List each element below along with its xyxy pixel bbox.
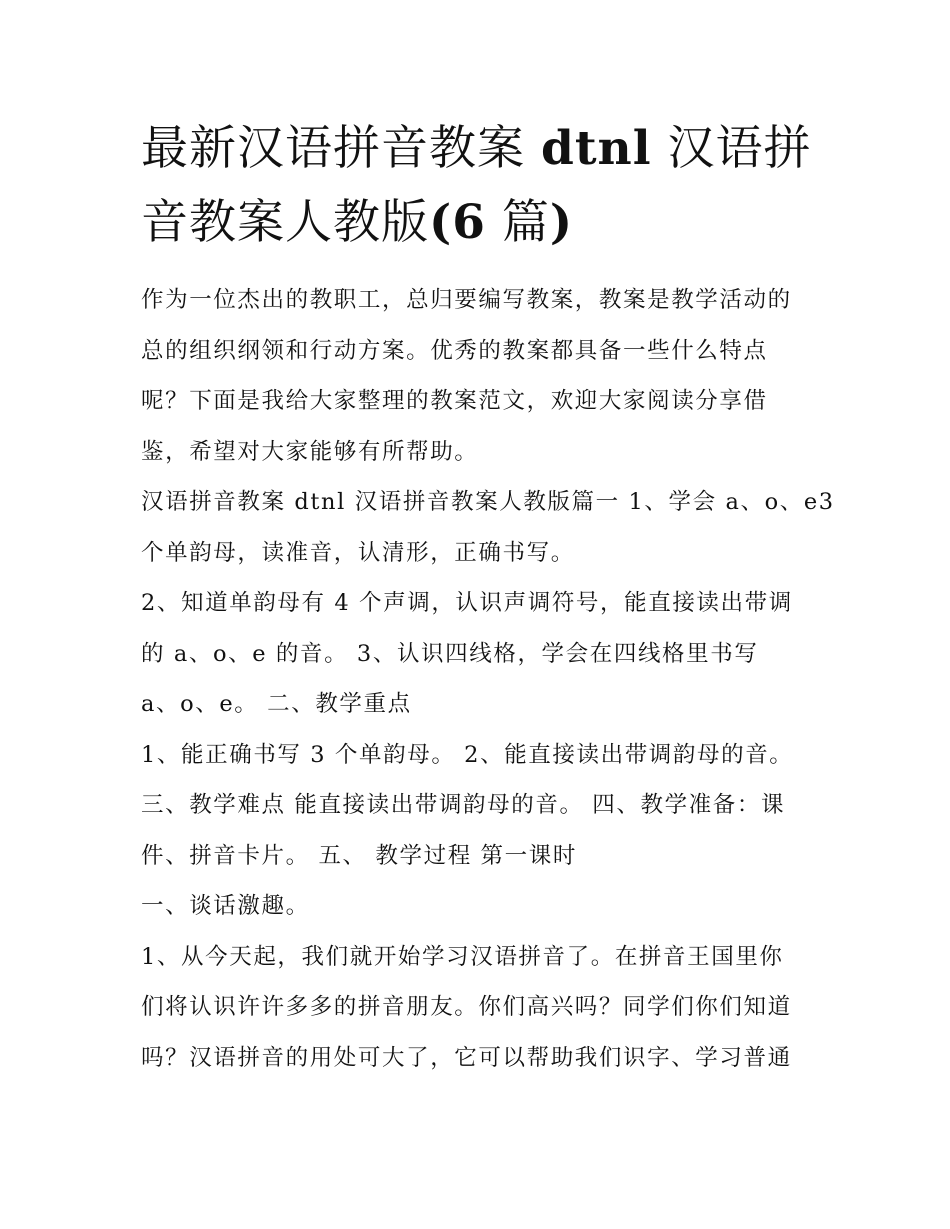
body-line: 汉语拼音教案 dtnl 汉语拼音教案人教版篇一 1、学会 a、o、e3 [141,489,835,515]
title-part: dtnl [540,121,652,176]
body-line: 1、能正确书写 3 个单韵母。 2、能直接读出带调韵母的音。 [141,741,794,768]
body-line: 三、教学难点 能直接读出带调韵母的音。 四、教学准备：课 [141,792,786,818]
body-line: 吗？汉语拼音的用处可大了，它可以帮助我们识字、学习普通 [141,1044,792,1071]
body-line: 鉴，希望对大家能够有所帮助。 [141,438,479,465]
title-part: (6 [429,195,486,250]
title-part: 汉语拼音教案人教版 [141,121,812,250]
title-part: 篇 [485,195,550,250]
body-line: 们将认识许许多多的拼音朋友。你们高兴吗？同学们你们知道 [141,994,792,1020]
title-part: 最新汉语拼音教案 [141,121,541,176]
body-line: 作为一位杰出的教职工，总归要编写教案，教案是教学活动的 [141,287,792,313]
document-title [141,112,821,260]
body-line: 件、拼音卡片。 五、 教学过程 第一课时 [141,842,577,869]
body-line: 呢？下面是我给大家整理的教案范文，欢迎大家阅读分享借 [141,388,768,414]
body-line: 的 a、o、e 的音。 3、认识四线格，学会在四线格里书写 [141,640,759,667]
body-line: 1、从今天起，我们就开始学习汉语拼音了。在拼音王国里你 [141,943,784,970]
body-line: a、o、e。 二、教学重点 [141,691,412,717]
title-part: ) [549,195,574,250]
body-line: 总的组织纲领和行动方案。优秀的教案都具备一些什么特点 [141,337,768,364]
body-line: 个单韵母，读准音，认清形，正确书写。 [141,539,575,566]
body-line: 2、知道单韵母有 4 个声调，认识声调符号，能直接读出带调 [141,590,793,616]
body-line: 一、谈话激趣。 [141,893,310,919]
document-body [141,275,835,1083]
